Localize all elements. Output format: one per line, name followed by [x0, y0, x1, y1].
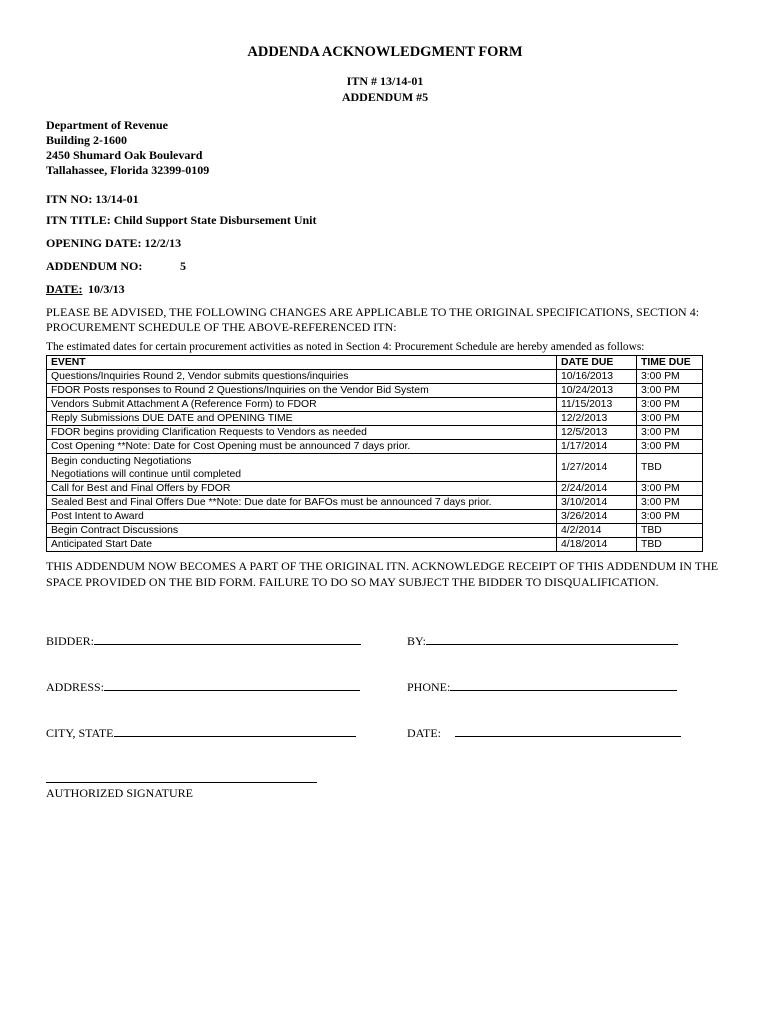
- time-cell: 3:00 PM: [637, 510, 703, 524]
- date-cell: 12/5/2013: [557, 426, 637, 440]
- event-cell: FDOR begins providing Clarification Requests to Vendors as needed: [47, 426, 557, 440]
- table-header-row: [47, 356, 703, 370]
- event-cell: Post Intent to Award: [47, 510, 557, 524]
- table-row: [47, 426, 703, 440]
- table-row: [47, 454, 703, 482]
- notice-paragraph: PLEASE BE ADVISED, THE FOLLOWING CHANGES ARE APPLICABLE TO THE ORIGINAL SPECIFICATIONS, SECTION 4: PROCUREMENT SCHEDULE OF THE ABOVE-REFERENCED ITN:: [46, 305, 700, 334]
- event-cell: [47, 454, 557, 482]
- address-line-3: 2450 Shumard Oak Boulevard: [46, 148, 203, 162]
- event-line: Begin conducting Negotiations: [51, 455, 192, 467]
- phone-field[interactable]: [407, 678, 677, 695]
- column-header-date-due: DATE DUE: [557, 356, 637, 370]
- date-cell: 1/17/2014: [557, 440, 637, 454]
- time-cell: 3:00 PM: [637, 384, 703, 398]
- address-line-4: Tallahassee, Florida 32399-0109: [46, 163, 210, 177]
- table-row: [47, 510, 703, 524]
- itn-number: ITN # 13/14-01: [346, 74, 424, 88]
- time-cell: TBD: [637, 524, 703, 538]
- city-state-field[interactable]: [46, 724, 356, 741]
- form-title: ADDENDA ACKNOWLEDGMENT FORM: [247, 44, 523, 60]
- event-cell: Sealed Best and Final Offers Due **Note: Due date for BAFOs must be announced 7 days prior.: [47, 496, 557, 510]
- address-line-1: Department of Revenue: [46, 118, 168, 132]
- column-header-time-due: TIME DUE: [637, 356, 703, 370]
- address-line-2: Building 2-1600: [46, 133, 128, 147]
- date-cell: 2/24/2014: [557, 482, 637, 496]
- opening-date-label: OPENING DATE: 12/2/13: [46, 236, 182, 250]
- date-field-label: DATE:: [407, 726, 441, 740]
- by-line[interactable]: [426, 632, 678, 645]
- bidder-label: BIDDER:: [46, 634, 94, 648]
- schedule-intro: The estimated dates for certain procurement activities as noted in Section 4: Procurement Schedule are hereby amended as follows:: [46, 341, 645, 353]
- itn-title-label: ITN TITLE: Child Support State Disbursement Unit: [46, 213, 317, 227]
- date-cell: 3/10/2014: [557, 496, 637, 510]
- bidder-field[interactable]: [46, 632, 361, 649]
- time-cell: 3:00 PM: [637, 496, 703, 510]
- event-cell: Questions/Inquiries Round 2, Vendor submits questions/inquiries: [47, 370, 557, 384]
- date-cell: 12/2/2013: [557, 412, 637, 426]
- time-cell: 3:00 PM: [637, 440, 703, 454]
- address-line[interactable]: [104, 678, 360, 691]
- addendum-number: ADDENDUM #5: [341, 90, 429, 104]
- event-cell: Call for Best and Final Offers by FDOR: [47, 482, 557, 496]
- event-cell: Vendors Submit Attachment A (Reference Form) to FDOR: [47, 398, 557, 412]
- date-field[interactable]: [407, 724, 681, 741]
- time-cell: 3:00 PM: [637, 370, 703, 384]
- table-row: [47, 538, 703, 552]
- table-row: [47, 370, 703, 384]
- event-cell: Reply Submissions DUE DATE and OPENING TIME: [47, 412, 557, 426]
- date-cell: 10/16/2013: [557, 370, 637, 384]
- table-row: [47, 384, 703, 398]
- phone-label: PHONE:: [407, 680, 451, 694]
- signature-line[interactable]: [46, 782, 317, 783]
- date-cell: 10/24/2013: [557, 384, 637, 398]
- by-field[interactable]: [407, 632, 678, 649]
- phone-line[interactable]: [450, 678, 677, 691]
- date-cell: 4/18/2014: [557, 538, 637, 552]
- table-row: [47, 412, 703, 426]
- date-cell: 3/26/2014: [557, 510, 637, 524]
- city-state-label: CITY, STATE: [46, 726, 114, 740]
- addendum-no-value: 5: [180, 259, 186, 273]
- date-value: 10/3/13: [88, 282, 125, 296]
- column-header-event: EVENT: [47, 356, 557, 370]
- table-row: [47, 440, 703, 454]
- bidder-line[interactable]: [94, 632, 361, 645]
- date-line[interactable]: [455, 724, 681, 737]
- event-cell: Begin Contract Discussions: [47, 524, 557, 538]
- by-label: BY:: [407, 634, 426, 648]
- date-cell: 1/27/2014: [557, 454, 637, 482]
- table-row: [47, 398, 703, 412]
- itn-no-label: ITN NO: 13/14-01: [46, 192, 139, 206]
- table-row: [47, 524, 703, 538]
- event-cell: Cost Opening **Note: Date for Cost Opening must be announced 7 days prior.: [47, 440, 557, 454]
- table-row: [47, 496, 703, 510]
- date-label: DATE:: [46, 282, 83, 296]
- time-cell: TBD: [637, 454, 703, 482]
- event-line: Negotiations will continue until completed: [51, 468, 242, 480]
- event-cell: FDOR Posts responses to Round 2 Questions/Inquiries on the Vendor Bid System: [47, 384, 557, 398]
- acknowledge-paragraph: THIS ADDENDUM NOW BECOMES A PART OF THE ORIGINAL ITN. ACKNOWLEDGE RECEIPT OF THIS ADDENDUM IN THE SPACE PROVIDED ON THE BID FORM. FAILURE TO DO SO MAY SUBJECT THE BIDDER TO DISQUALIFICATION.: [46, 559, 719, 589]
- date-cell: 11/15/2013: [557, 398, 637, 412]
- authorized-signature-label: AUTHORIZED SIGNATURE: [46, 786, 193, 800]
- time-cell: 3:00 PM: [637, 412, 703, 426]
- table-row: [47, 482, 703, 496]
- time-cell: 3:00 PM: [637, 482, 703, 496]
- procurement-schedule-table: [46, 355, 703, 552]
- time-cell: 3:00 PM: [637, 426, 703, 440]
- address-field[interactable]: [46, 678, 360, 695]
- event-cell: Anticipated Start Date: [47, 538, 557, 552]
- date-cell: 4/2/2014: [557, 524, 637, 538]
- addendum-no-label: ADDENDUM NO:: [46, 259, 143, 273]
- time-cell: 3:00 PM: [637, 398, 703, 412]
- address-label: ADDRESS:: [46, 680, 105, 694]
- city-state-line[interactable]: [114, 724, 356, 737]
- time-cell: TBD: [637, 538, 703, 552]
